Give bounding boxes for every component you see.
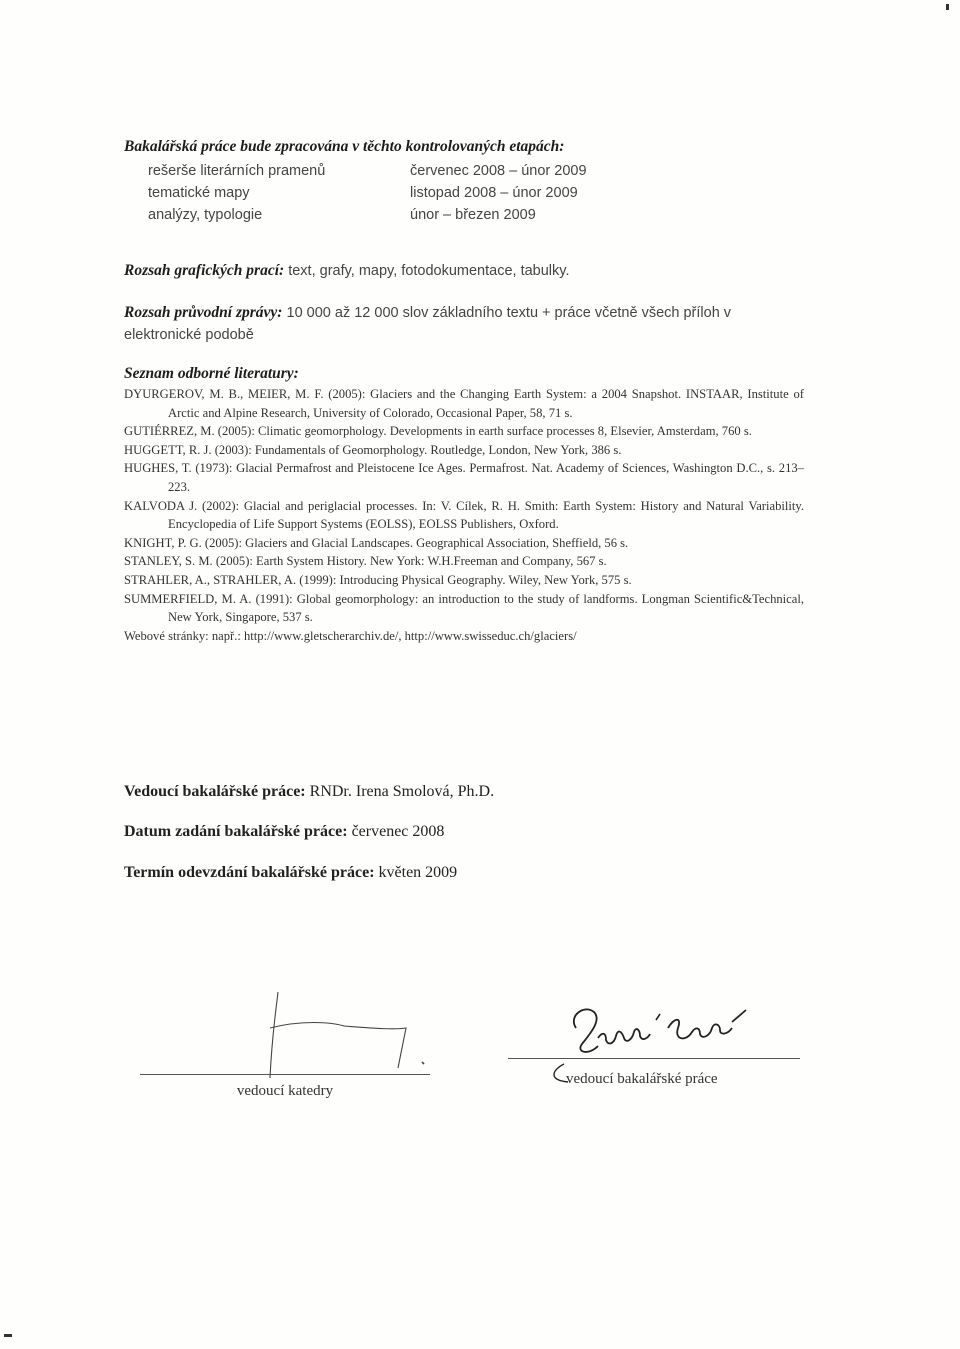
assigned-date-line	[124, 823, 444, 841]
signature-block-department-head	[140, 1040, 430, 1100]
signature-caption: vedoucí bakalářské práce	[566, 1071, 718, 1087]
supervisor-signature	[528, 998, 758, 1088]
report-scope	[124, 302, 804, 346]
schedule-row	[124, 160, 844, 182]
reference-item: DYURGEROV, M. B., MEIER, M. F. (2005): Glaciers and the Changing Earth System: a 2004 Snapshot. INSTAAR, Institute of Arctic and Alpine Research, University of Colorado, Occasional Paper, 58, 71 s.	[124, 387, 804, 420]
schedule-period: únor – březen 2009	[410, 207, 536, 223]
supervisor-label: Vedoucí bakalářské práce:	[124, 783, 306, 800]
scan-artifact-bottom	[4, 1334, 12, 1337]
reference-item: HUGHES, T. (1973): Glacial Permafrost and Pleistocene Ice Ages. Permafrost. Nat. Academy of Sciences, Washington D.C., s. 213–223.	[124, 461, 804, 494]
graphic-scope-label: Rozsah grafických prací:	[124, 262, 285, 279]
schedule-stage: rešerše literárních pramenů	[148, 163, 326, 179]
assigned-date-label: Datum zadání bakalářské práce:	[124, 823, 348, 840]
schedule-period: červenec 2008 – únor 2009	[410, 163, 587, 179]
schedule-row	[124, 204, 844, 226]
due-date-line	[124, 864, 457, 882]
due-date-value: květen 2009	[378, 864, 458, 881]
signature-block-supervisor	[508, 1040, 800, 1088]
reference-item: GUTIÉRREZ, M. (2005): Climatic geomorphology. Developments in earth surface processes 8, Elsevier, Amsterdam, 760 s.	[124, 424, 752, 439]
reference-item: KALVODA J. (2002): Glacial and periglacial processes. In: V. Cílek, R. H. Smith: Earth System: History and Natural Variability. Encyclopedia of Life Support Systems (EOLSS), EOLSS Publishers, Oxford.	[124, 498, 804, 532]
report-scope-label: Rozsah průvodní zprávy:	[124, 304, 283, 321]
reference-item: HUGGETT, R. J. (2003): Fundamentals of Geomorphology. Routledge, London, New York, 386 s.	[124, 442, 622, 457]
supervisor-line	[124, 783, 494, 801]
assigned-date-value: červenec 2008	[351, 823, 445, 840]
literature-heading: Seznam odborné literatury:	[124, 365, 299, 382]
graphic-scope	[124, 260, 804, 282]
reference-item: SUMMERFIELD, M. A. (1991): Global geomorphology: an introduction to the study of landforms. Longman Scientific&Technical, New York, Singapore, 537 s.	[124, 591, 804, 625]
reference-item: STANLEY, S. M. (2005): Earth System History. New York: W.H.Freeman and Company, 567 s.	[124, 554, 607, 569]
literature-section	[124, 364, 804, 645]
schedule-stage: analýzy, typologie	[148, 207, 263, 223]
due-date-label: Termín odevzdání bakalářské práce:	[124, 864, 375, 881]
graphic-scope-text: text, grafy, mapy, fotodokumentace, tabulky.	[288, 263, 570, 279]
report-scope-text: 10 000 až 12 000 slov základního textu + práce včetně všech příloh v elektronické podobě	[124, 305, 732, 343]
supervisor-value: RNDr. Irena Smolová, Ph.D.	[309, 783, 495, 800]
schedule-section	[124, 138, 844, 226]
websites-item: Webové stránky: např.: http://www.gletscherarchiv.de/, http://www.swisseduc.ch/glaciers/	[124, 628, 577, 643]
schedule-row	[124, 182, 844, 204]
department-head-signature	[246, 990, 436, 1080]
reference-item: STRAHLER, A., STRAHLER, A. (1999): Introducing Physical Geography. Wiley, New York, 575 s.	[124, 572, 632, 587]
scan-artifact-top	[946, 4, 949, 10]
schedule-heading: Bakalářská práce bude zpracována v těchto kontrolovaných etapách:	[124, 138, 565, 155]
schedule-period: listopad 2008 – únor 2009	[410, 185, 578, 201]
signature-caption: vedoucí katedry	[236, 1083, 334, 1099]
reference-item: KNIGHT, P. G. (2005): Glaciers and Glacial Landscapes. Geographical Association, Sheffield, 56 s.	[124, 535, 629, 550]
schedule-stage: tematické mapy	[148, 185, 250, 201]
